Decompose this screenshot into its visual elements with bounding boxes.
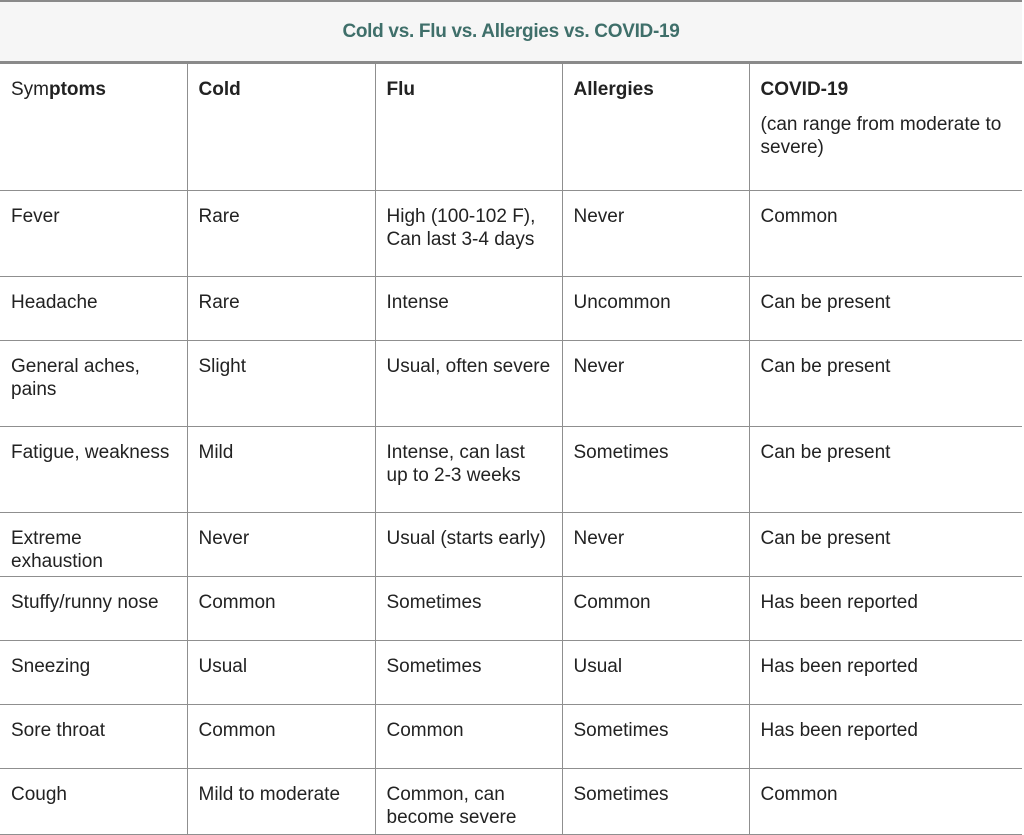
table-row xyxy=(0,340,1022,426)
cell-flu: Sometimes xyxy=(375,576,562,640)
cell-covid: Has been reported xyxy=(749,576,1022,640)
header-cold-label: Cold xyxy=(198,79,241,100)
header-row xyxy=(0,64,1022,190)
cell-covid: Has been reported xyxy=(749,704,1022,768)
table-row xyxy=(0,426,1022,512)
cell-allergies: Common xyxy=(562,576,749,640)
cell-allergies: Sometimes xyxy=(562,704,749,768)
header-allergies xyxy=(562,64,749,190)
cell-covid: Can be present xyxy=(749,340,1022,426)
cell-allergies: Uncommon xyxy=(562,276,749,340)
cell-symptom: Sneezing xyxy=(0,640,187,704)
cell-flu: Usual (starts early) xyxy=(375,512,562,576)
cell-covid: Common xyxy=(749,768,1022,834)
header-allergies-label: Allergies xyxy=(573,79,654,100)
table-row xyxy=(0,768,1022,834)
cell-flu: Common, can become severe xyxy=(375,768,562,834)
cell-allergies: Usual xyxy=(562,640,749,704)
cell-flu: Usual, often severe xyxy=(375,340,562,426)
cell-cold: Mild xyxy=(187,426,375,512)
table-row xyxy=(0,512,1022,576)
cell-flu: Intense, can last up to 2-3 weeks xyxy=(375,426,562,512)
cell-allergies: Never xyxy=(562,512,749,576)
cell-covid: Can be present xyxy=(749,276,1022,340)
cell-cold: Rare xyxy=(187,190,375,276)
header-symptoms-prefix: Sym xyxy=(11,79,49,100)
cell-allergies: Sometimes xyxy=(562,426,749,512)
cell-symptom: Extreme exhaustion xyxy=(0,512,187,576)
symptom-comparison-table xyxy=(0,64,1022,835)
header-flu-label: Flu xyxy=(386,79,415,100)
cell-cold: Common xyxy=(187,704,375,768)
cell-cold: Slight xyxy=(187,340,375,426)
table-row xyxy=(0,576,1022,640)
header-covid xyxy=(749,64,1022,190)
cell-covid: Has been reported xyxy=(749,640,1022,704)
header-cold xyxy=(187,64,375,190)
header-covid-label: COVID-19 xyxy=(760,79,849,100)
cell-covid: Common xyxy=(749,190,1022,276)
header-covid-note: (can range from moderate to severe) xyxy=(760,114,1002,158)
cell-flu: Common xyxy=(375,704,562,768)
cell-cold: Usual xyxy=(187,640,375,704)
header-symptoms xyxy=(0,64,187,190)
cell-symptom: Fever xyxy=(0,190,187,276)
table-row xyxy=(0,276,1022,340)
cell-flu: Sometimes xyxy=(375,640,562,704)
table-row xyxy=(0,704,1022,768)
cell-allergies: Never xyxy=(562,190,749,276)
cell-symptom: Cough xyxy=(0,768,187,834)
cell-covid: Can be present xyxy=(749,426,1022,512)
cell-symptom: Headache xyxy=(0,276,187,340)
header-symptoms-bold: ptoms xyxy=(49,79,106,100)
cell-symptom: Sore throat xyxy=(0,704,187,768)
table-caption xyxy=(0,0,1022,64)
cell-symptom: Fatigue, weakness xyxy=(0,426,187,512)
cell-allergies: Never xyxy=(562,340,749,426)
table-row xyxy=(0,190,1022,276)
cell-symptom: General aches, pains xyxy=(0,340,187,426)
cell-cold: Mild to moderate xyxy=(187,768,375,834)
cell-allergies: Sometimes xyxy=(562,768,749,834)
cell-symptom: Stuffy/runny nose xyxy=(0,576,187,640)
table-title: Cold vs. Flu vs. Allergies vs. COVID-19 xyxy=(342,20,680,42)
cell-cold: Never xyxy=(187,512,375,576)
cell-cold: Rare xyxy=(187,276,375,340)
header-flu xyxy=(375,64,562,190)
cell-flu: High (100-102 F), Can last 3-4 days xyxy=(375,190,562,276)
cell-cold: Common xyxy=(187,576,375,640)
cell-flu: Intense xyxy=(375,276,562,340)
cell-covid: Can be present xyxy=(749,512,1022,576)
table-row xyxy=(0,640,1022,704)
